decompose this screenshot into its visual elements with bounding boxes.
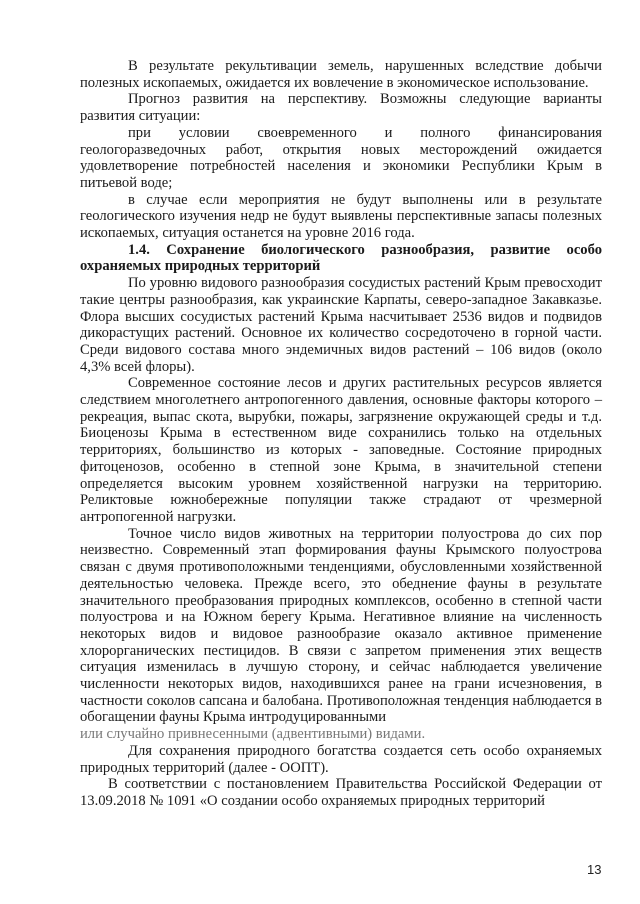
paragraph-scenario-negative: в случае если мероприятия не будут выполнены или в результате геологического изучения недр не будут выявлены перспективные запасы полезных ископаемых, ситуация останется на уровне 2016 года. [80, 191, 602, 242]
section-heading: 1.4. Сохранение биологического разнообразия, развитие особо охраняемых природных территорий [80, 241, 602, 275]
paragraph-scenario-positive: при условии своевременного и полного финансирования геологоразведочных работ, открытия новых месторождений ожидается удовлетворение потребностей населения и экономики Республики Крым в питьевой воде; [80, 124, 602, 191]
paragraph-reclamation: В результате рекультивации земель, нарушенных вследствие добычи полезных ископаемых, ожидается их вовлечение в экономическое использование. [80, 58, 602, 91]
document-body [80, 58, 602, 810]
paragraph-flora-diversity: По уровню видового разнообразия сосудистых растений Крым превосходит такие центры разнообразия, как украинские Карпаты, северо-западное Закавказье. Флора высших сосудистых растений Крыма насчитывает 2536 видов и подвидов дикорастущих растений. Основное их количество сосредоточено в горной части. Среди видового состава много эндемичных видов растений – 106 видов (около 4,3% всей флоры). [80, 275, 602, 375]
paragraph-protected-areas: Для сохранения природного богатства создается сеть особо охраняемых природных территорий (далее - ООПТ). [80, 742, 602, 776]
paragraph-government-decree: В соответствии с постановлением Правительства Российской Федерации от 13.09.2018 № 1091 «О создании особо охраняемых природных территорий [80, 776, 602, 809]
paragraph-forest-state: Современное состояние лесов и других растительных ресурсов является следствием многолетнего антропогенного давления, основные факторы которого – рекреация, выпас скота, вырубки, пожары, загрязнение окружающей среды и т.д. Биоценозы Крыма в естественном виде сохранились только на отдельных территориях, большинство из которых - заповедные. Состояние природных фитоценозов, особенно в степной зоне Крыма, в значительной степени определяется высоким уровнем хозяйственной нагрузки на территорию. Реликтовые южнобережные популяции также страдают от чрезмерной антропогенной нагрузки. [80, 375, 602, 525]
page-number: 13 [587, 862, 602, 877]
paragraph-fauna-continuation: или случайно привнесенными (адвентивными) видами. [80, 726, 426, 743]
paragraph-forecast: Прогноз развития на перспективу. Возможны следующие варианты развития ситуации: [80, 91, 602, 125]
paragraph-fauna: Точное число видов животных на территории полуострова до сих пор неизвестно. Современный этап формирования фауны Крымского полуострова связан с двумя противоположными тенденциями, обусловленными хозяйственной деятельностью человека. Прежде всего, это обеднение фауны в результате значительного преобразования природных комплексов, особенно в степной части полуострова и на Южном берегу Крыма. Негативное влияние на численность некоторых видов и видовое разнообразие оказало активное применение хлорорганических пестицидов. В связи с запретом применения этих веществ ситуация изменилась в лучшую сторону, и сейчас наблюдается увеличение численности некоторых видов, находившихся ранее на грани исчезновения, в частности соколов сапсана и балобана. Противоположная тенденция наблюдается в обогащении фауны Крыма интродуцированными [80, 525, 602, 726]
